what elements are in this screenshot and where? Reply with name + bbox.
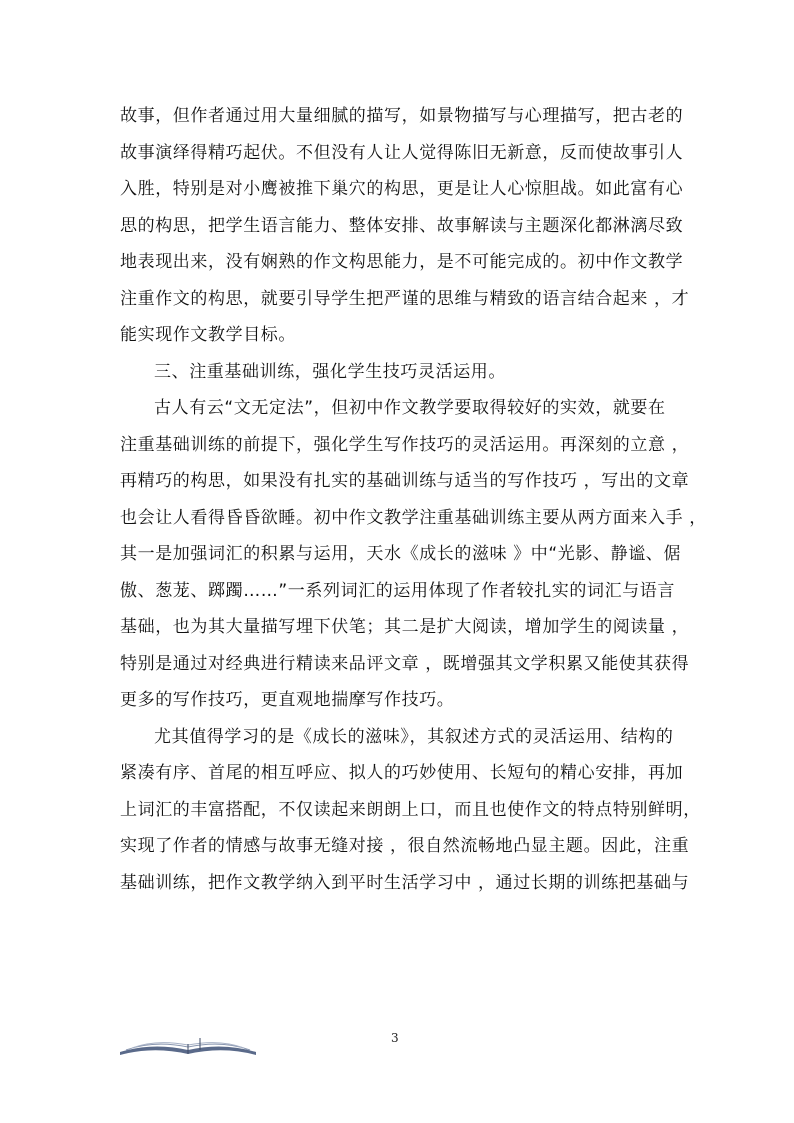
text-line: 入胜，特别是对小鹰被推下巢穴的构思，更是让人心惊胆战。如此富有心 [120, 179, 684, 199]
text-line: 更多的写作技巧，更直观地揣摩写作技巧。 [120, 690, 455, 710]
open-book-icon [118, 1030, 258, 1058]
text-line: 基础训练，把作文教学纳入到平时生活学习中 ，通过长期的训练把基础与 [120, 872, 690, 893]
text-line: 三、注重基础训练，强化学生技巧灵活运用。 [154, 361, 506, 382]
text-line: 其一是加强词汇的积累与运用，天水《成长的滋味 》中“光影、静谧、倨 [120, 544, 682, 564]
text-line: 地表现出来，没有娴熟的作文构思能力，是不可能完成的。初中作文教学 [120, 252, 684, 272]
text-line: 故事，但作者通过用大量细腻的描写，如景物描写与心理描写，把古老的 [120, 106, 684, 126]
text-line: 特别是通过对经典进行精读来品评文章 ，既增强其文学积累又能使其获得 [120, 653, 690, 674]
text-line: 古人有云“文无定法”，但初中作文教学要取得较好的实效，就要在 [154, 398, 666, 418]
text-line: 思的构思，把学生语言能力、整体安排、故事解读与主题深化都淋漓尽致 [120, 215, 684, 236]
text-line: 也会让人看得昏昏欲睡。初中作文教学注重基础训练主要从两方面来入手 ， [120, 507, 707, 528]
text-line: 实现了作者的情感与故事无缝对接 ，很自然流畅地凸显主题。因此，注重 [120, 836, 690, 856]
text-line: 再精巧的构思，如果没有扎实的基础训练与适当的写作技巧 ，写出的文章 [120, 471, 690, 491]
text-line: 傲、葱茏、踯躅……”一系列词汇的运用体现了作者较扎实的词汇与语言 [120, 580, 676, 601]
text-line: 紧凑有序、首尾的相互呼应、拟人的巧妙使用、长短句的精心安排，再加 [120, 763, 684, 783]
text-line: 上词汇的丰富搭配，不仅读起来朗朗上口，而且也使作文的特点特别鲜明， [120, 799, 701, 820]
text-line: 故事演绎得精巧起伏。不但没有人让人觉得陈旧无新意，反而使故事引人 [120, 142, 684, 163]
text-line: 基础，也为其大量描写埋下伏笔；其二是扩大阅读，增加学生的阅读量 ， [120, 617, 690, 637]
text-line: 尤其值得学习的是《成长的滋味》，其叙述方式的灵活运用、结构的 [154, 726, 674, 747]
page-number: 3 [391, 1031, 399, 1045]
body-text [120, 98, 707, 901]
text-line: 注重基础训练的前提下，强化学生写作技巧的灵活运用。再深刻的立意 ， [120, 434, 690, 455]
text-line: 能实现作文教学目标。 [120, 325, 296, 345]
text-line: 注重作文的构思，就要引导学生把严谨的思维与精致的语言结合起来 ，才 [120, 288, 690, 309]
